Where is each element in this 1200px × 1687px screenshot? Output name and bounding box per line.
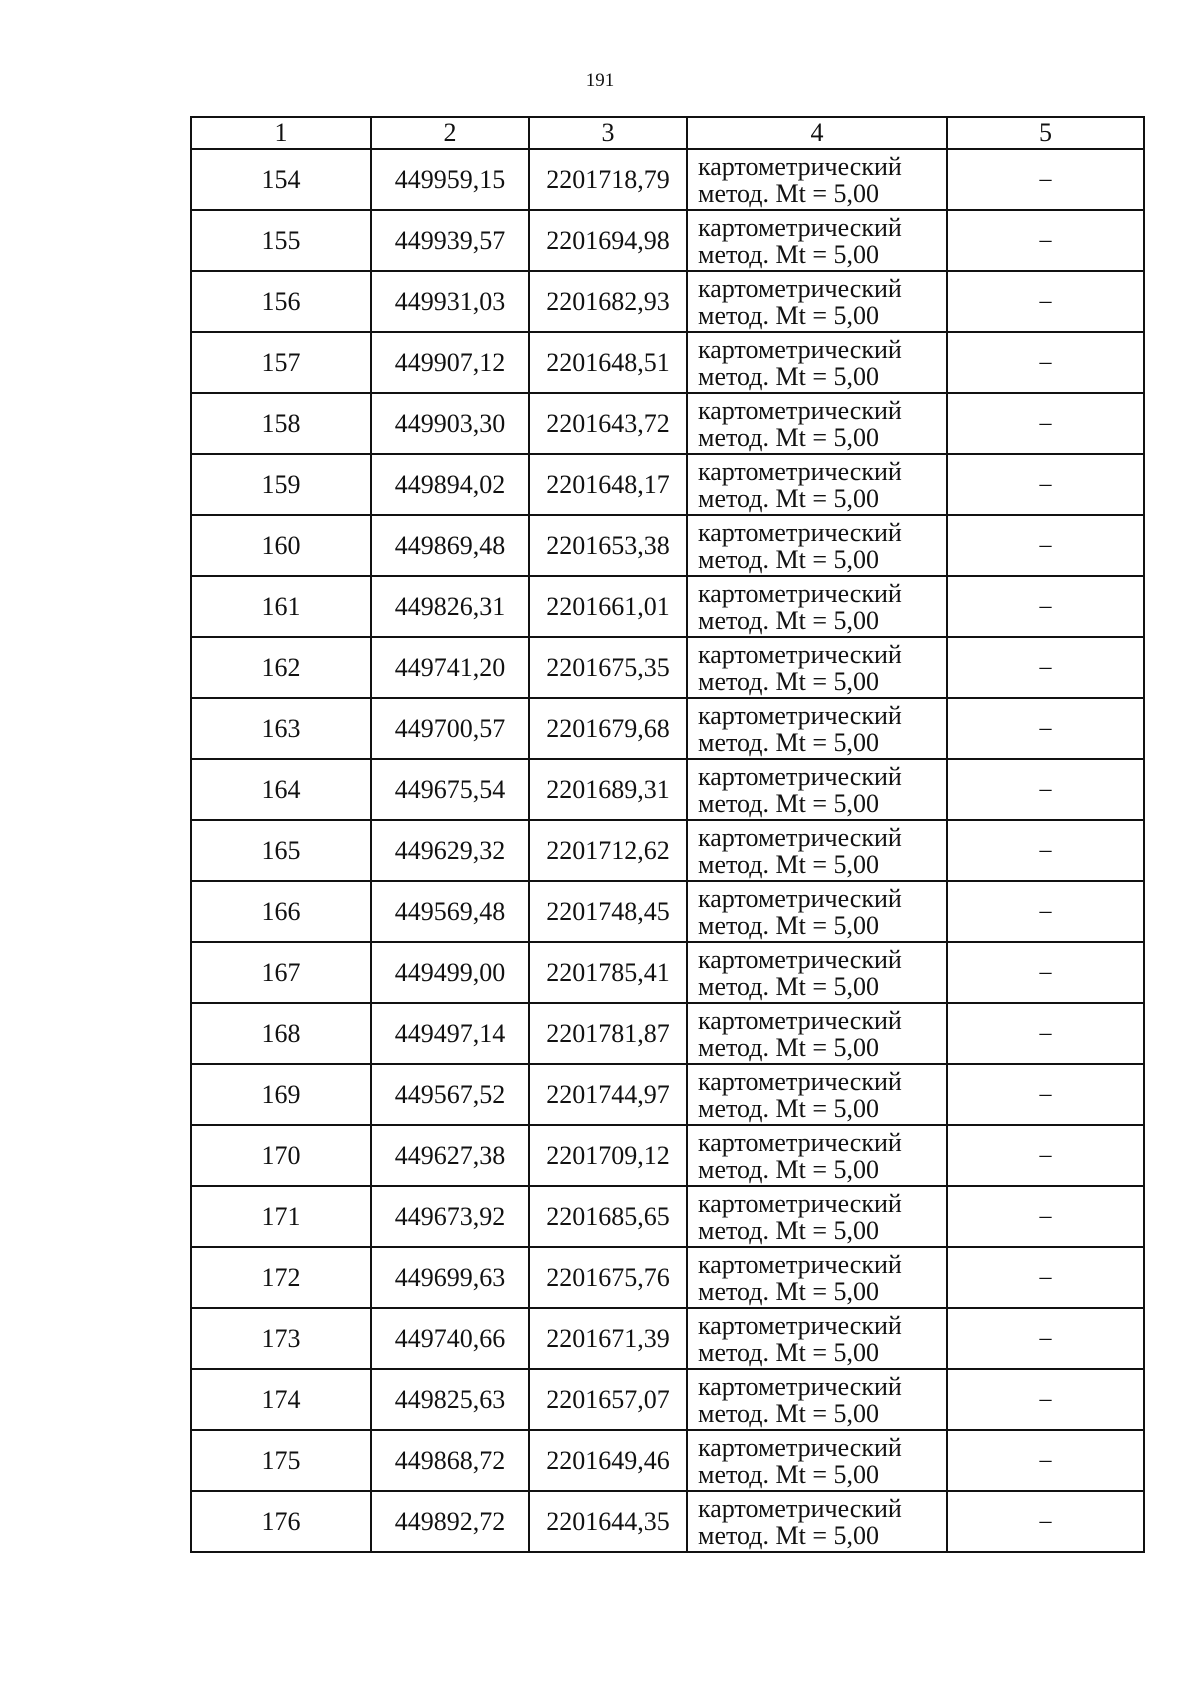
x-coordinate-cell: 449673,92 xyxy=(371,1186,529,1247)
method-line-1: картометрический xyxy=(698,761,902,791)
x-coordinate-cell: 449903,30 xyxy=(371,393,529,454)
point-number-cell: 174 xyxy=(191,1369,371,1430)
method-line-2: метод. Mt = 5,00 xyxy=(698,788,879,818)
note-cell: – xyxy=(947,698,1144,759)
method-line-2: метод. Mt = 5,00 xyxy=(698,727,879,757)
point-number-cell: 154 xyxy=(191,149,371,210)
method-line-2: метод. Mt = 5,00 xyxy=(698,849,879,879)
y-coordinate-cell: 2201685,65 xyxy=(529,1186,687,1247)
method-line-2: метод. Mt = 5,00 xyxy=(698,1398,879,1428)
table-row xyxy=(191,1064,1144,1125)
note-cell: – xyxy=(947,759,1144,820)
note-cell: – xyxy=(947,1064,1144,1125)
point-number-cell: 173 xyxy=(191,1308,371,1369)
method-line-2: метод. Mt = 5,00 xyxy=(698,666,879,696)
method-line-1: картометрический xyxy=(698,273,902,303)
note-cell: – xyxy=(947,515,1144,576)
method-line-1: картометрический xyxy=(698,700,902,730)
table-row xyxy=(191,576,1144,637)
table-row xyxy=(191,637,1144,698)
point-number-cell: 164 xyxy=(191,759,371,820)
method-line-1: картометрический xyxy=(698,151,902,181)
y-coordinate-cell: 2201744,97 xyxy=(529,1064,687,1125)
table-row xyxy=(191,393,1144,454)
method-line-1: картометрический xyxy=(698,1371,902,1401)
table-row xyxy=(191,1186,1144,1247)
table-row xyxy=(191,1491,1144,1552)
x-coordinate-cell: 449741,20 xyxy=(371,637,529,698)
table-row xyxy=(191,1125,1144,1186)
x-coordinate-cell: 449931,03 xyxy=(371,271,529,332)
table-row xyxy=(191,515,1144,576)
y-coordinate-cell: 2201682,93 xyxy=(529,271,687,332)
x-coordinate-cell: 449567,52 xyxy=(371,1064,529,1125)
note-cell: – xyxy=(947,637,1144,698)
method-line-1: картометрический xyxy=(698,517,902,547)
column-header-5: 5 xyxy=(947,117,1144,149)
table-row xyxy=(191,759,1144,820)
method-line-2: метод. Mt = 5,00 xyxy=(698,239,879,269)
point-number-cell: 161 xyxy=(191,576,371,637)
column-header-3: 3 xyxy=(529,117,687,149)
x-coordinate-cell: 449892,72 xyxy=(371,1491,529,1552)
method-cell xyxy=(687,942,947,1003)
note-cell: – xyxy=(947,820,1144,881)
x-coordinate-cell: 449740,66 xyxy=(371,1308,529,1369)
y-coordinate-cell: 2201653,38 xyxy=(529,515,687,576)
table-row xyxy=(191,271,1144,332)
method-cell xyxy=(687,393,947,454)
note-cell: – xyxy=(947,1369,1144,1430)
method-line-2: метод. Mt = 5,00 xyxy=(698,361,879,391)
point-number-cell: 171 xyxy=(191,1186,371,1247)
point-number-cell: 165 xyxy=(191,820,371,881)
y-coordinate-cell: 2201648,51 xyxy=(529,332,687,393)
note-cell: – xyxy=(947,454,1144,515)
method-line-2: метод. Mt = 5,00 xyxy=(698,1093,879,1123)
x-coordinate-cell: 449894,02 xyxy=(371,454,529,515)
y-coordinate-cell: 2201712,62 xyxy=(529,820,687,881)
point-number-cell: 160 xyxy=(191,515,371,576)
point-number-cell: 172 xyxy=(191,1247,371,1308)
method-line-2: метод. Mt = 5,00 xyxy=(698,483,879,513)
column-header-4: 4 xyxy=(687,117,947,149)
method-cell xyxy=(687,1369,947,1430)
method-cell xyxy=(687,515,947,576)
y-coordinate-cell: 2201657,07 xyxy=(529,1369,687,1430)
y-coordinate-cell: 2201718,79 xyxy=(529,149,687,210)
method-line-2: метод. Mt = 5,00 xyxy=(698,971,879,1001)
y-coordinate-cell: 2201648,17 xyxy=(529,454,687,515)
x-coordinate-cell: 449869,48 xyxy=(371,515,529,576)
method-cell xyxy=(687,271,947,332)
method-line-2: метод. Mt = 5,00 xyxy=(698,422,879,452)
x-coordinate-cell: 449675,54 xyxy=(371,759,529,820)
method-line-1: картометрический xyxy=(698,1005,902,1035)
method-cell xyxy=(687,332,947,393)
point-number-cell: 163 xyxy=(191,698,371,759)
point-number-cell: 170 xyxy=(191,1125,371,1186)
coordinates-table xyxy=(190,116,1145,1553)
note-cell: – xyxy=(947,1491,1144,1552)
y-coordinate-cell: 2201781,87 xyxy=(529,1003,687,1064)
x-coordinate-cell: 449699,63 xyxy=(371,1247,529,1308)
method-line-1: картометрический xyxy=(698,1432,902,1462)
note-cell: – xyxy=(947,1308,1144,1369)
method-cell xyxy=(687,149,947,210)
method-line-1: картометрический xyxy=(698,334,902,364)
method-cell xyxy=(687,698,947,759)
note-cell: – xyxy=(947,881,1144,942)
x-coordinate-cell: 449959,15 xyxy=(371,149,529,210)
method-cell xyxy=(687,1125,947,1186)
method-cell xyxy=(687,1186,947,1247)
x-coordinate-cell: 449826,31 xyxy=(371,576,529,637)
point-number-cell: 157 xyxy=(191,332,371,393)
x-coordinate-cell: 449627,38 xyxy=(371,1125,529,1186)
point-number-cell: 156 xyxy=(191,271,371,332)
method-line-1: картометрический xyxy=(698,639,902,669)
method-line-2: метод. Mt = 5,00 xyxy=(698,1459,879,1489)
point-number-cell: 162 xyxy=(191,637,371,698)
note-cell: – xyxy=(947,210,1144,271)
y-coordinate-cell: 2201679,68 xyxy=(529,698,687,759)
column-header-1: 1 xyxy=(191,117,371,149)
table-row xyxy=(191,332,1144,393)
page-number: 191 xyxy=(585,70,615,91)
method-line-2: метод. Mt = 5,00 xyxy=(698,1032,879,1062)
table-row xyxy=(191,820,1144,881)
point-number-cell: 159 xyxy=(191,454,371,515)
table-row xyxy=(191,1308,1144,1369)
method-cell xyxy=(687,1003,947,1064)
note-cell: – xyxy=(947,271,1144,332)
method-line-1: картометрический xyxy=(698,1310,902,1340)
method-line-1: картометрический xyxy=(698,578,902,608)
method-line-2: метод. Mt = 5,00 xyxy=(698,178,879,208)
table-row xyxy=(191,1369,1144,1430)
method-cell xyxy=(687,1491,947,1552)
method-cell xyxy=(687,1430,947,1491)
table-row xyxy=(191,210,1144,271)
method-cell xyxy=(687,637,947,698)
method-line-1: картометрический xyxy=(698,883,902,913)
x-coordinate-cell: 449907,12 xyxy=(371,332,529,393)
method-cell xyxy=(687,1247,947,1308)
method-line-1: картометрический xyxy=(698,1066,902,1096)
method-line-2: метод. Mt = 5,00 xyxy=(698,1215,879,1245)
point-number-cell: 168 xyxy=(191,1003,371,1064)
coordinates-table-body xyxy=(191,117,1144,1552)
note-cell: – xyxy=(947,576,1144,637)
point-number-cell: 155 xyxy=(191,210,371,271)
table-row xyxy=(191,1003,1144,1064)
note-cell: – xyxy=(947,1125,1144,1186)
table-row xyxy=(191,1430,1144,1491)
method-cell xyxy=(687,1308,947,1369)
method-cell xyxy=(687,820,947,881)
y-coordinate-cell: 2201748,45 xyxy=(529,881,687,942)
method-line-1: картометрический xyxy=(698,1249,902,1279)
y-coordinate-cell: 2201643,72 xyxy=(529,393,687,454)
method-cell xyxy=(687,210,947,271)
method-line-1: картометрический xyxy=(698,456,902,486)
y-coordinate-cell: 2201671,39 xyxy=(529,1308,687,1369)
y-coordinate-cell: 2201709,12 xyxy=(529,1125,687,1186)
y-coordinate-cell: 2201785,41 xyxy=(529,942,687,1003)
method-line-2: метод. Mt = 5,00 xyxy=(698,605,879,635)
method-line-1: картометрический xyxy=(698,1493,902,1523)
point-number-cell: 169 xyxy=(191,1064,371,1125)
method-line-2: метод. Mt = 5,00 xyxy=(698,300,879,330)
method-line-2: метод. Mt = 5,00 xyxy=(698,1276,879,1306)
column-header-2: 2 xyxy=(371,117,529,149)
method-line-1: картометрический xyxy=(698,822,902,852)
header-row xyxy=(191,117,1144,149)
method-line-2: метод. Mt = 5,00 xyxy=(698,1520,879,1550)
point-number-cell: 158 xyxy=(191,393,371,454)
y-coordinate-cell: 2201675,76 xyxy=(529,1247,687,1308)
y-coordinate-cell: 2201689,31 xyxy=(529,759,687,820)
point-number-cell: 166 xyxy=(191,881,371,942)
point-number-cell: 176 xyxy=(191,1491,371,1552)
y-coordinate-cell: 2201675,35 xyxy=(529,637,687,698)
x-coordinate-cell: 449497,14 xyxy=(371,1003,529,1064)
method-line-1: картометрический xyxy=(698,1188,902,1218)
y-coordinate-cell: 2201649,46 xyxy=(529,1430,687,1491)
x-coordinate-cell: 449868,72 xyxy=(371,1430,529,1491)
method-cell xyxy=(687,454,947,515)
x-coordinate-cell: 449825,63 xyxy=(371,1369,529,1430)
note-cell: – xyxy=(947,1247,1144,1308)
method-line-1: картометрический xyxy=(698,1127,902,1157)
table-row xyxy=(191,1247,1144,1308)
table-row xyxy=(191,454,1144,515)
y-coordinate-cell: 2201661,01 xyxy=(529,576,687,637)
method-cell xyxy=(687,1064,947,1125)
y-coordinate-cell: 2201644,35 xyxy=(529,1491,687,1552)
method-line-2: метод. Mt = 5,00 xyxy=(698,544,879,574)
method-line-1: картометрический xyxy=(698,944,902,974)
note-cell: – xyxy=(947,1430,1144,1491)
note-cell: – xyxy=(947,942,1144,1003)
point-number-cell: 175 xyxy=(191,1430,371,1491)
method-line-2: метод. Mt = 5,00 xyxy=(698,1154,879,1184)
method-line-2: метод. Mt = 5,00 xyxy=(698,910,879,940)
note-cell: – xyxy=(947,1003,1144,1064)
method-line-1: картометрический xyxy=(698,395,902,425)
table-row xyxy=(191,149,1144,210)
x-coordinate-cell: 449939,57 xyxy=(371,210,529,271)
y-coordinate-cell: 2201694,98 xyxy=(529,210,687,271)
note-cell: – xyxy=(947,149,1144,210)
method-line-2: метод. Mt = 5,00 xyxy=(698,1337,879,1367)
table-row xyxy=(191,881,1144,942)
table-row xyxy=(191,698,1144,759)
table-row xyxy=(191,942,1144,1003)
method-line-1: картометрический xyxy=(698,212,902,242)
note-cell: – xyxy=(947,1186,1144,1247)
method-cell xyxy=(687,576,947,637)
x-coordinate-cell: 449499,00 xyxy=(371,942,529,1003)
note-cell: – xyxy=(947,393,1144,454)
method-cell xyxy=(687,759,947,820)
method-cell xyxy=(687,881,947,942)
point-number-cell: 167 xyxy=(191,942,371,1003)
note-cell: – xyxy=(947,332,1144,393)
x-coordinate-cell: 449700,57 xyxy=(371,698,529,759)
x-coordinate-cell: 449569,48 xyxy=(371,881,529,942)
x-coordinate-cell: 449629,32 xyxy=(371,820,529,881)
